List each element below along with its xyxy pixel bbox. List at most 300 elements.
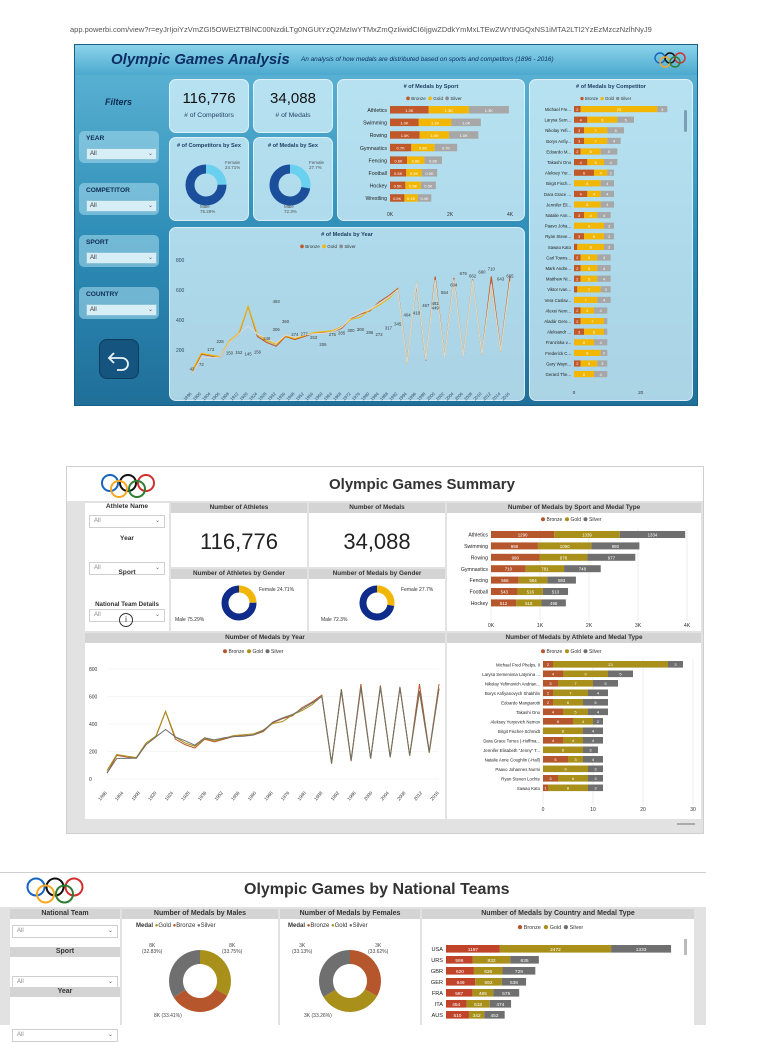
back-button[interactable]: [99, 339, 139, 379]
bar-value-label: 978: [559, 555, 568, 561]
browser-url[interactable]: app.powerbi.com/view?r=eyJrIjoiYzVmZGI5OWEtZTBlNC00NzdiLTg0NGUtYzQ2MzIwYTMxZmQzIiwidCI6IjgwZDdkYmMxLTEwZWYtNGQxNS1iMTA2LTI2YzEzMzczNzlhNyJ9: [70, 25, 652, 34]
legend-marker: [223, 649, 227, 653]
x-tick-label: 1980: [360, 391, 371, 402]
bar-value-label: 3: [607, 235, 611, 240]
legend-item: Gold: [158, 923, 171, 929]
bar-category-label: Gary Wayn...: [546, 361, 571, 367]
bar-category-label: Gerard The...: [545, 371, 571, 377]
y-tick-label: 200: [89, 749, 98, 756]
legend-label: Gold: [327, 244, 338, 249]
bar-value-label: 498: [550, 600, 558, 606]
filter-competitor-dropdown[interactable]: [86, 200, 157, 212]
slice-label: 8K (32.83%): [142, 943, 163, 955]
bar-value-label: 5: [587, 256, 591, 261]
bar-value-label: 4: [612, 139, 616, 144]
competitors-by-sex-card: [169, 137, 249, 221]
bar-value-label: 2: [576, 266, 579, 271]
bar-value-label: 5: [624, 118, 627, 123]
bar-value-label: 1.0K: [459, 133, 468, 139]
data-label: 152: [235, 350, 243, 356]
legend-marker: [266, 649, 270, 653]
data-label: 277: [300, 331, 308, 337]
legend-marker: [339, 245, 343, 249]
bar-category-label: Larysa Semenivna Latynina ...: [482, 671, 540, 677]
bar-value-label: 729: [514, 969, 523, 975]
bar-category-label: Takashi Ono: [547, 159, 571, 165]
legend-label: Bronze: [228, 649, 245, 655]
data-label: 228: [216, 338, 224, 344]
bar-category-label: Gymnastics: [460, 566, 488, 573]
filter-year-value: All: [90, 151, 97, 157]
kpi-athletes-value: 116,776: [200, 529, 278, 554]
legend-label: Bronze: [305, 244, 320, 249]
x-tick-label: 2K: [585, 623, 593, 629]
bar-category-label: Wrestling: [365, 196, 387, 203]
bar-category-label: Ryan Steve...: [545, 234, 571, 240]
chevron-down-icon: ⌄: [147, 203, 153, 209]
bar-value-label: 3: [607, 224, 611, 229]
donut-female-label: Female 24.71%: [225, 160, 241, 170]
medals-by-males-card: [122, 909, 278, 1025]
bar-value-label: 4: [591, 757, 595, 763]
bar-category-label: Carl Towns...: [546, 255, 571, 261]
slice-label: 8K (33.75%): [222, 943, 243, 955]
medals-by-sport-chart: [447, 513, 701, 631]
bar-value-label: 958: [510, 543, 519, 549]
bar-category-label: Takashi Ono: [516, 709, 540, 715]
bar-category-label: Rowing: [470, 555, 488, 562]
bar-value-label: 543: [500, 589, 508, 595]
bar-value-label: 3: [549, 776, 552, 782]
chart-title: # of Medals by Sport: [403, 84, 459, 90]
medals-by-athlete-chart: [447, 643, 701, 819]
data-label: 43: [189, 366, 195, 372]
filter-year-label: Year: [10, 987, 120, 997]
kpi-competitors-card: [169, 79, 249, 133]
filter-sport: [79, 235, 159, 267]
filter-country-value: All: [90, 307, 97, 313]
bar-category-label: Natalie Ann...: [545, 212, 571, 218]
bar-value-label: 4: [599, 171, 602, 176]
bar-value-label: 8: [589, 245, 592, 250]
x-tick-label: 2010: [472, 391, 483, 402]
chevron-down-icon: ⌄: [107, 979, 113, 985]
chevron-down-icon: ⌄: [154, 565, 160, 571]
bar-value-label: 3: [594, 776, 597, 782]
legend-marker: [518, 925, 522, 929]
bar-category-label: Dara Grace Torres (-Hoffma...: [483, 738, 540, 744]
x-tick-label: 3K: [634, 623, 642, 629]
legend-marker: [616, 97, 619, 100]
bar-value-label: 0.6K: [429, 158, 438, 164]
bar-value-label: 832: [487, 958, 496, 964]
legend: Medal ●Bronze ●Gold ●Silver: [288, 923, 368, 929]
series-line-gold: [107, 688, 439, 771]
bar-category-label: Athletics: [367, 108, 387, 114]
bar-value-label: 2: [546, 662, 550, 668]
bar-value-label: 518: [525, 600, 533, 606]
legend-label: Bronze: [546, 649, 563, 655]
bar-value-label: 980: [611, 543, 620, 549]
athletes-by-gender-card: [171, 569, 307, 631]
bar-value-label: 4: [589, 213, 592, 218]
bar-value-label: 5: [594, 700, 597, 706]
scrollbar[interactable]: [684, 110, 687, 132]
bar-value-label: 4: [606, 203, 609, 208]
bar-value-label: 4: [551, 738, 555, 744]
national-teams-dashboard: [0, 872, 706, 1038]
filter-sport-label: Sport: [10, 947, 120, 957]
bar-category-label: Larysa Sem...: [544, 117, 571, 123]
x-tick-label: 1924: [247, 391, 259, 402]
bar-value-label: 977: [607, 555, 616, 561]
slice-label: 3K (33.62%): [368, 943, 389, 955]
filter-sport-dropdown[interactable]: [86, 252, 157, 264]
bar-value-label: 1.0K: [400, 133, 409, 139]
bar-value-label: 6: [571, 776, 575, 782]
medals-by-sport-chart: [338, 92, 524, 220]
x-tick-label: 1984: [369, 391, 380, 402]
data-label: 493: [272, 299, 280, 305]
y-tick-label: 0: [89, 777, 92, 783]
series-line-silver: [107, 687, 439, 773]
gender-slice: [239, 589, 253, 603]
filter-team-label: National Team: [10, 909, 120, 919]
filter-year-value: All: [17, 1032, 24, 1038]
filter-sport-label: SPORT: [86, 239, 109, 246]
legend-label: Bronze: [411, 96, 426, 101]
bar-value-label: 620: [455, 969, 464, 975]
x-tick-label: 2016: [500, 391, 511, 402]
national-filters: [10, 909, 120, 1038]
data-label: 275: [328, 331, 336, 337]
bar-value-label: 584: [529, 578, 537, 584]
bar-value-label: 0.7K: [441, 145, 451, 151]
x-tick-label: 2016: [429, 790, 440, 802]
donut-female-label: Female 24.71%: [259, 587, 295, 593]
x-tick-label: 1920: [147, 790, 158, 802]
bar-bronze: [574, 244, 577, 250]
filter-year-value: All: [94, 565, 101, 571]
x-tick-label: 1936: [196, 790, 208, 802]
legend-label: Silver: [344, 244, 356, 249]
filter-year-dropdown[interactable]: [12, 1029, 118, 1042]
bar-value-label: 0.7K: [396, 145, 405, 151]
x-tick-label: 2004: [379, 790, 390, 802]
x-tick-label: 0: [572, 390, 576, 395]
bar-value-label: 3: [674, 662, 677, 668]
bar-value-label: 2: [576, 309, 579, 314]
legend-label: Bronze: [584, 96, 599, 101]
chart-title: # of Medals by Year: [321, 232, 373, 238]
bar-value-label: 4: [579, 118, 582, 123]
bar-value-label: 8: [561, 728, 565, 734]
x-tick-label: 2012: [412, 790, 424, 802]
x-tick-label: 1976: [350, 391, 362, 402]
bar-value-label: 5: [587, 266, 591, 271]
chart-title: Number of Medals by Sport and Medal Type: [447, 503, 701, 513]
filter-competitor-value: All: [90, 203, 97, 209]
bar-category-label: AUS: [431, 1013, 443, 1020]
data-label: 173: [207, 347, 215, 353]
scrollbar[interactable]: [684, 939, 687, 955]
slice-label: 3K (33.13%): [292, 943, 313, 955]
series-line-silver: [189, 280, 510, 374]
data-label: 274: [291, 331, 299, 337]
bar-category-label: Dara Grace ...: [544, 191, 571, 197]
bar-value-label: 1339: [582, 532, 592, 538]
bar-value-label: 7: [569, 690, 572, 696]
sex-slice: [290, 169, 306, 188]
bar-value-label: 0.4K: [407, 196, 416, 202]
x-tick-label: 4K: [506, 212, 514, 218]
chart-title: Number of Medals by Gender: [309, 569, 445, 579]
bar-value-label: 5: [554, 757, 557, 763]
males-slice: [176, 957, 200, 994]
legend-marker: [584, 649, 588, 653]
filter-athlete-dropdown[interactable]: [89, 515, 165, 528]
legend-label: Gold: [433, 96, 444, 101]
bar-value-label: 510: [453, 1013, 462, 1019]
bar-category-label: Natalie Anne Coughlin (-Hall): [484, 757, 540, 763]
bar-value-label: 4: [579, 160, 582, 165]
bar-category-label: Sawao Kato: [516, 785, 540, 791]
bar-category-label: Fencing: [368, 158, 387, 165]
x-tick-label: 1952: [213, 790, 224, 802]
bar-value-label: 649: [456, 980, 465, 986]
medals-by-year-card: [169, 227, 525, 401]
x-tick-label: 0K: [386, 212, 394, 218]
bar-value-label: 6: [582, 171, 586, 176]
legend-item: Silver: [200, 923, 216, 929]
bar-category-label: Borys Anfiy...: [546, 138, 571, 144]
bar-category-label: Rowing: [369, 133, 387, 140]
olympic-rings-logo: [653, 51, 687, 69]
chevron-down-icon: ⌄: [154, 518, 160, 524]
kpi-medals-value: 34,088: [343, 529, 411, 554]
x-tick-label: 1992: [329, 790, 341, 802]
x-tick-label: 1896: [97, 790, 108, 802]
bar-category-label: Aleksey Yuryevich Nemov: [490, 719, 540, 725]
data-label: 360: [281, 319, 290, 324]
chevron-down-icon: ⌄: [147, 255, 153, 261]
bar-value-label: 8: [586, 182, 589, 187]
bar-value-label: 9: [564, 766, 567, 772]
bar-value-label: 8: [561, 747, 565, 753]
info-icon[interactable]: i: [119, 613, 133, 627]
bar-category-label: Birgit Fischer-Schmidt: [497, 728, 540, 734]
data-label: 145: [244, 351, 252, 357]
bar-category-label: FRA: [431, 991, 443, 998]
y-tick-label: 400: [89, 722, 98, 728]
bar-value-label: 5: [574, 709, 577, 715]
y-tick-label: 600: [89, 694, 98, 701]
dashboard-title: Olympic Games Analysis: [111, 51, 290, 68]
olympic-summary-dashboard: [66, 466, 704, 834]
bar-category-label: Aleksandr ...: [547, 329, 571, 335]
medals-by-gender-card: [309, 569, 445, 631]
legend-label: Silver: [589, 517, 602, 523]
bar-value-label: 3: [594, 766, 597, 772]
bar-category-label: Sawao Kato: [547, 244, 571, 250]
bar-value-label: 636: [484, 969, 493, 975]
bar-value-label: 516: [526, 589, 534, 595]
data-label: 317: [384, 325, 392, 331]
data-label: 285: [338, 330, 346, 336]
x-tick-label: 1996: [346, 790, 357, 802]
bar-category-label: Frederick C...: [545, 350, 571, 356]
x-tick-label: 1K: [536, 623, 544, 629]
chart-title: Number of Medals by Year: [85, 633, 445, 643]
bar-value-label: 513: [551, 589, 560, 595]
legend-label: Silver: [620, 96, 632, 101]
donut-female-label: Female 27.7%: [401, 587, 434, 593]
bar-category-label: Birgit Fisch...: [546, 181, 571, 187]
legend-marker: [247, 649, 251, 653]
data-label: 308: [356, 326, 364, 332]
scroll-indicator: [677, 823, 695, 825]
bar-category-label: Aleksey Yur...: [545, 170, 571, 176]
legend-marker: [565, 649, 569, 653]
bar-value-label: 23: [608, 662, 613, 668]
bar-value-label: 5: [619, 671, 622, 677]
filter-country: [79, 287, 159, 319]
filter-competitor: [79, 183, 159, 215]
x-tick-label: 2006: [453, 391, 464, 402]
bar-value-label: 1.0K: [430, 133, 439, 139]
filter-country-label: COUNTRY: [86, 291, 119, 298]
x-tick-label: 10: [590, 807, 596, 813]
x-tick-label: 1920: [238, 391, 249, 402]
bar-value-label: 8: [586, 203, 589, 208]
bar-value-label: 1.0K: [462, 120, 471, 126]
donut-male-label: Male 72.3%: [321, 617, 348, 623]
bar-value-label: 6: [592, 235, 596, 240]
y-tick-label: 200: [176, 348, 185, 354]
sex-slice: [206, 169, 222, 185]
x-tick-label: 1960: [246, 790, 258, 802]
bar-category-label: Paavo Joha...: [544, 223, 571, 229]
bar-value-label: 2: [576, 362, 579, 367]
x-tick-label: 1956: [303, 391, 315, 402]
data-label: 272: [375, 332, 383, 338]
bar-value-label: 4: [602, 213, 606, 218]
bar-value-label: 566: [501, 578, 509, 584]
bar-category-label: Swimming: [363, 120, 387, 127]
filter-year-dropdown[interactable]: [86, 148, 157, 160]
bar-value-label: 587: [455, 991, 464, 997]
bar-value-label: 454: [452, 1002, 461, 1008]
bar-value-label: 1290: [517, 532, 528, 538]
kpi-medals-card: [253, 79, 333, 133]
bar-value-label: 1.3K: [405, 107, 414, 113]
bar-value-label: 0.5K: [394, 170, 403, 176]
filter-sport-label: Sport: [118, 569, 136, 576]
legend-label: Gold: [549, 925, 562, 931]
bar-value-label: 4: [591, 728, 595, 734]
filter-competitor-label: COMPETITOR: [86, 187, 130, 194]
filter-athlete-label: Athlete Name: [105, 503, 149, 510]
bar-value-label: 2: [576, 107, 579, 112]
chart-title: Number of Medals by Females: [280, 909, 420, 919]
x-tick-label: 0: [541, 807, 545, 813]
bar-value-label: 474: [496, 1002, 505, 1008]
x-tick-label: 1936: [275, 391, 287, 402]
legend-title: Medal: [136, 923, 154, 929]
bar-value-label: 7: [587, 288, 591, 293]
national-team-details-label: National Team Details: [95, 601, 159, 608]
legend-label: Bronze: [523, 925, 541, 931]
y-tick-label: 400: [176, 318, 185, 324]
bar-value-label: 4: [596, 690, 600, 696]
chart-title: # of Competitors by Sex: [176, 143, 242, 149]
bar-value-label: 2: [602, 351, 606, 356]
legend-label: Silver: [450, 96, 462, 101]
bar-value-label: 0.5K: [393, 196, 402, 202]
bar-value-label: 2: [546, 700, 550, 706]
data-label: 150: [225, 350, 233, 356]
males-slice: [200, 957, 224, 992]
legend: Medal ●Gold ●Bronze ●Silver: [136, 923, 216, 929]
bar-value-label: 7: [584, 298, 587, 303]
x-tick-label: 1998: [416, 391, 427, 402]
x-tick-label: 1988: [378, 391, 390, 402]
females-slice: [329, 993, 371, 1005]
bar-value-label: 3: [604, 288, 607, 293]
slice-label: 3K (33.26%): [304, 1013, 332, 1019]
chevron-down-icon: ⌄: [107, 928, 113, 934]
bar-category-label: Hockey: [369, 183, 387, 190]
x-tick-label: 2004: [444, 391, 455, 402]
bar-value-label: 3: [577, 139, 581, 144]
bar-value-label: 3: [607, 245, 611, 250]
chart-title: Number of Medals by Athlete and Medal Type: [447, 633, 701, 643]
bar-category-label: Paavo Johannes Nurmi: [495, 766, 540, 772]
bar-category-label: Borys Anfiyanovych Shakhlin: [484, 690, 540, 696]
bar-category-label: URS: [431, 958, 443, 965]
x-tick-label: 0K: [487, 623, 495, 629]
bar-value-label: 5: [604, 681, 607, 687]
chart-title: # of Medals by Competitor: [576, 84, 646, 90]
bar-value-label: 4: [599, 309, 602, 314]
x-tick-label: 1968: [263, 790, 274, 802]
data-label: 665: [506, 273, 514, 279]
bar-value-label: 575: [502, 991, 511, 997]
bar-value-label: 1.3K: [444, 107, 453, 113]
bar-category-label: Football: [469, 589, 488, 596]
filter-year: [79, 131, 159, 163]
bar-value-label: 3: [594, 785, 597, 791]
x-tick-label: 1948: [285, 391, 296, 402]
bar-category-label: Jennifer Elisabeth "Jenny" T...: [483, 747, 540, 753]
bar-value-label: 465: [478, 991, 487, 997]
legend-marker: [300, 245, 304, 249]
bar-value-label: 6: [556, 719, 560, 725]
x-tick-label: 1972: [341, 391, 352, 402]
bar-category-label: Football: [368, 171, 387, 177]
bar-value-label: 538: [509, 980, 518, 986]
bar-category-label: Edoardo M...: [546, 149, 571, 155]
x-tick-label: 1968: [332, 391, 343, 402]
bar-value-label: 3: [574, 757, 577, 763]
bar-category-label: Matthew Ni...: [545, 276, 571, 282]
bar-value-label: 4: [571, 738, 575, 744]
national-title: Olympic Games by National Teams: [244, 881, 510, 898]
filter-team-dropdown[interactable]: [12, 925, 118, 938]
bar-value-label: 5: [587, 277, 591, 282]
bar-value-label: 5: [614, 129, 617, 134]
filter-country-dropdown[interactable]: [86, 304, 157, 316]
